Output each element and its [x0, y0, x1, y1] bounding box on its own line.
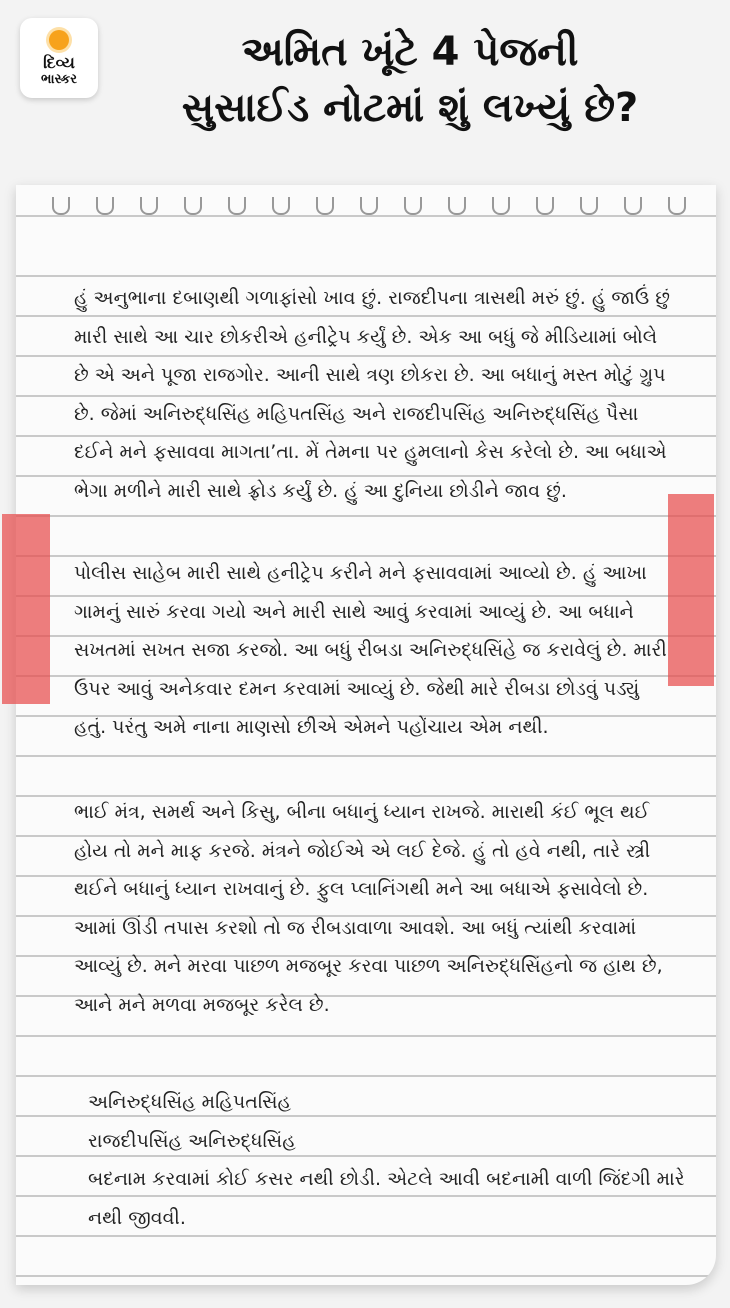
- spiral-hole-icon: [360, 197, 378, 215]
- spiral-holes: [16, 185, 716, 235]
- headline-line2: સુસાઈડ નોટમાં શું લખ્યું છે?: [181, 85, 639, 131]
- sun-icon: [49, 30, 69, 50]
- tape-left: [2, 514, 50, 704]
- spiral-hole-icon: [404, 197, 422, 215]
- note-closing: બદનામ કરવામાં કોઈ કસર નથી છોડી. એટલે આવી બદનામી વાળી જિંદગી મારે નથી જીવવી.: [88, 1168, 685, 1229]
- note-paragraph-3: [74, 793, 674, 1025]
- headline-line1: અમિત ખૂંટે 4 પેજની: [241, 29, 579, 75]
- spiral-hole-icon: [96, 197, 114, 215]
- note-text-1: હું અનુભાના દબાણથી ગળાફાંસો ખાવ છું. રાજદીપના ત્રાસથી મરું છું. હું જાઉં છું મારી સાથે આ ચાર છોકરીએ હનીટ્રેપ કર્યું છે. એક આ બધું જે મીડિયામાં બોલે છે એ અને પૂજા રાજગોર. આની સાથે ત્રણ છોકરા છે. આ બધાનું મસ્ત મોટું ગ્રુપ છે. જેમાં અનિરુદ્ધસિંહ મહિપતસિંહ અને રાજદીપસિંહ અનિરુદ્ધસિંહ પૈસા દઈને મને ફસાવવા માગતા’તા. મેં તેમના પર હુમલાનો કેસ કરેલો છે. આ બધાએ ભેગા મળીને મારી સાથે ફ્રોડ કર્યું છે. હું આ દુનિયા છોડીને જાવ છું.: [74, 287, 670, 502]
- note-paragraph-2: [74, 554, 674, 747]
- spiral-hole-icon: [492, 197, 510, 215]
- spiral-hole-icon: [316, 197, 334, 215]
- note-text-2: પોલીસ સાહેબ મારી સાથે હનીટ્રેપ કરીને મને ફસાવવામાં આવ્યો છે. હું આખા ગામનું સારું કરવા ગયો અને મારી સાથે આવું કરવામાં આવ્યું છે. આ બધાને સખતમાં સખત સજા કરજો. આ બધું રીબડા અનિરુદ્ધસિંહે જ કરાવેલું છે. મારી ઉપર આવું અનેકવાર દમન કરવામાં આવ્યું છે. જેથી મારે રીબડા છોડવું પડ્યું હતું. પરંતુ અમે નાના માણસો છીએ એમને પહોંચાય એમ નથી.: [74, 562, 667, 739]
- note-name-2: રાજદીપસિંહ અનિરુદ્ધસિંહ: [88, 1129, 296, 1152]
- spiral-hole-icon: [272, 197, 290, 215]
- headline: [110, 24, 710, 136]
- spiral-hole-icon: [228, 197, 246, 215]
- logo-text-line2: ભાસ્કર: [41, 71, 77, 87]
- note-name-1: અનિરુદ્ધસિંહ મહિપતસિંહ: [88, 1091, 292, 1113]
- spiral-hole-icon: [624, 197, 642, 215]
- spiral-hole-icon: [140, 197, 158, 215]
- spiral-hole-icon: [448, 197, 466, 215]
- note-paragraph-1: [74, 279, 674, 511]
- spiral-hole-icon: [184, 197, 202, 215]
- divya-bhaskar-logo: [20, 18, 98, 98]
- spiral-hole-icon: [580, 197, 598, 215]
- note-text-3: ભાઈ મંત્ર, સમર્થ અને કિસુ, બીના બધાનું ધ્યાન રાખજે. મારાથી કંઈ ભૂલ થઈ હોય તો મને માફ કરજે. મંત્રને જોઈએ એ લઈ દેજે. હું તો હવે નથી, તારે સ્ત્રી થઈને બધાનું ધ્યાન રાખવાનું છે. ફુલ પ્લાનિંગથી મને આ બધાએ ફસાવેલો છે. આમાં ઊંડી તપાસ કરશો તો જ રીબડાવાળા આવશે. આ બધું ત્યાંથી કરવામાં આવ્યું છે. મને મરવા પાછળ મજબૂર કરવા પાછળ અનિરુદ્ધસિંહનો જ હાથ છે, આને મને મળવા મજબૂર કરેલ છે.: [74, 801, 663, 1016]
- spiral-hole-icon: [52, 197, 70, 215]
- note-signoff: [88, 1083, 688, 1237]
- logo-text-line1: દિવ્ય: [43, 52, 75, 72]
- tape-right: [668, 494, 714, 686]
- spiral-hole-icon: [668, 197, 686, 215]
- spiral-hole-icon: [536, 197, 554, 215]
